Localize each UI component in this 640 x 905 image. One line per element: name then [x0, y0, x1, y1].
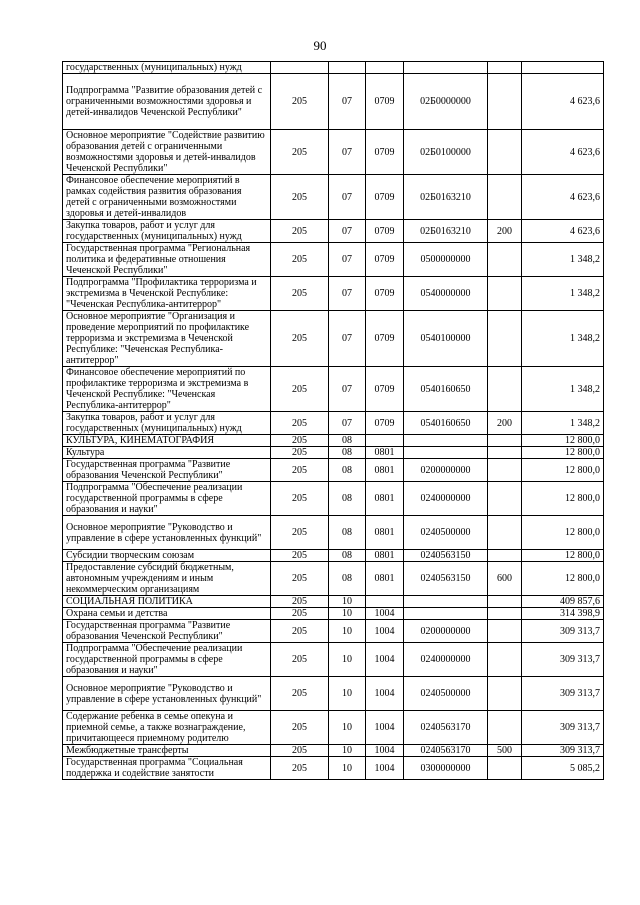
expense-type-code [488, 620, 522, 643]
section-code: 10 [329, 596, 366, 608]
section-code: 08 [329, 459, 366, 482]
table-row [63, 562, 604, 596]
section-code: 08 [329, 447, 366, 459]
target-article-code [404, 62, 488, 74]
table-row [63, 459, 604, 482]
subsection-code: 0709 [366, 311, 404, 367]
section-code: 10 [329, 608, 366, 620]
table-row [63, 516, 604, 550]
target-article-code: 02Б0000000 [404, 74, 488, 130]
row-name: Культура [63, 447, 271, 459]
expense-type-code [488, 482, 522, 516]
row-name: Финансовое обеспечение мероприятий в рамках содействия развития образования детей с ограниченными возможностями здоровья и детей-инвалидов [63, 175, 271, 220]
row-name: Подпрограмма "Развитие образования детей с ограниченными возможностями здоровья и детей-инвалидов Чеченской Республики" [63, 74, 271, 130]
section-code: 08 [329, 435, 366, 447]
amount: 12 800,0 [522, 562, 604, 596]
section-code: 10 [329, 711, 366, 745]
section-code: 10 [329, 677, 366, 711]
row-name: Финансовое обеспечение мероприятий по профилактике терроризма и экстремизма в Чеченской Республике: "Чеченская Республика-антитеррор" [63, 367, 271, 412]
table-row [63, 711, 604, 745]
page-number: 90 [313, 38, 327, 53]
table-row [63, 447, 604, 459]
row-name: Межбюджетные трансферты [63, 745, 271, 757]
table-row [63, 277, 604, 311]
expense-type-code [488, 74, 522, 130]
admin-code: 205 [271, 435, 329, 447]
target-article-code: 0240000000 [404, 482, 488, 516]
row-name: Государственная программа "Региональная политика и федеративные отношения Чеченской Республики" [63, 243, 271, 277]
subsection-code: 1004 [366, 745, 404, 757]
row-name: Государственная программа "Социальная поддержка и содействие занятости [63, 757, 271, 780]
table-row [63, 596, 604, 608]
amount: 309 313,7 [522, 643, 604, 677]
amount: 309 313,7 [522, 620, 604, 643]
table-row [63, 62, 604, 74]
amount: 1 348,2 [522, 367, 604, 412]
table-row [63, 550, 604, 562]
admin-code: 205 [271, 757, 329, 780]
target-article-code [404, 608, 488, 620]
table-row [63, 435, 604, 447]
section-code [329, 62, 366, 74]
expense-type-code [488, 516, 522, 550]
admin-code: 205 [271, 482, 329, 516]
table-row [63, 220, 604, 243]
row-name: Закупка товаров, работ и услуг для государственных (муниципальных) нужд [63, 220, 271, 243]
expense-type-code: 600 [488, 562, 522, 596]
target-article-code: 0240563150 [404, 562, 488, 596]
expense-type-code: 200 [488, 220, 522, 243]
amount: 1 348,2 [522, 311, 604, 367]
admin-code: 205 [271, 459, 329, 482]
subsection-code: 0709 [366, 220, 404, 243]
row-name: Государственная программа "Развитие образования Чеченской Республики" [63, 620, 271, 643]
expense-type-code [488, 311, 522, 367]
target-article-code: 02Б0163210 [404, 220, 488, 243]
amount: 12 800,0 [522, 550, 604, 562]
subsection-code: 1004 [366, 643, 404, 677]
amount: 1 348,2 [522, 277, 604, 311]
subsection-code: 0709 [366, 130, 404, 175]
admin-code: 205 [271, 643, 329, 677]
admin-code: 205 [271, 550, 329, 562]
row-name: Субсидии творческим союзам [63, 550, 271, 562]
expense-type-code [488, 435, 522, 447]
admin-code: 205 [271, 596, 329, 608]
amount: 1 348,2 [522, 412, 604, 435]
section-code: 07 [329, 74, 366, 130]
amount: 4 623,6 [522, 130, 604, 175]
subsection-code: 0709 [366, 243, 404, 277]
target-article-code: 0240500000 [404, 677, 488, 711]
section-code: 07 [329, 175, 366, 220]
table-row [63, 745, 604, 757]
target-article-code: 0200000000 [404, 620, 488, 643]
target-article-code: 0540100000 [404, 311, 488, 367]
section-code: 07 [329, 243, 366, 277]
row-name: Содержание ребенка в семье опекуна и приемной семье, а также вознаграждение, причитающееся приемному родителю [63, 711, 271, 745]
section-code: 08 [329, 516, 366, 550]
expense-type-code [488, 62, 522, 74]
expense-type-code [488, 596, 522, 608]
admin-code: 205 [271, 745, 329, 757]
target-article-code: 0240563170 [404, 711, 488, 745]
amount: 309 313,7 [522, 711, 604, 745]
target-article-code: 02Б0100000 [404, 130, 488, 175]
expense-type-code [488, 711, 522, 745]
subsection-code: 0801 [366, 459, 404, 482]
target-article-code [404, 435, 488, 447]
section-code: 08 [329, 550, 366, 562]
target-article-code: 0240500000 [404, 516, 488, 550]
expense-type-code: 500 [488, 745, 522, 757]
subsection-code: 0709 [366, 175, 404, 220]
expense-type-code [488, 677, 522, 711]
amount: 4 623,6 [522, 175, 604, 220]
target-article-code: 0200000000 [404, 459, 488, 482]
section-code: 07 [329, 220, 366, 243]
table-row [63, 243, 604, 277]
table-row [63, 643, 604, 677]
subsection-code: 0801 [366, 562, 404, 596]
admin-code: 205 [271, 412, 329, 435]
subsection-code: 0801 [366, 447, 404, 459]
table-row [63, 367, 604, 412]
table-row [63, 677, 604, 711]
expense-type-code [488, 447, 522, 459]
row-name: Закупка товаров, работ и услуг для государственных (муниципальных) нужд [63, 412, 271, 435]
amount: 4 623,6 [522, 220, 604, 243]
expense-type-code [488, 277, 522, 311]
expense-type-code [488, 459, 522, 482]
admin-code: 205 [271, 277, 329, 311]
expense-type-code [488, 175, 522, 220]
amount: 1 348,2 [522, 243, 604, 277]
admin-code [271, 62, 329, 74]
subsection-code: 1004 [366, 608, 404, 620]
section-code: 10 [329, 643, 366, 677]
amount: 12 800,0 [522, 482, 604, 516]
section-code: 07 [329, 277, 366, 311]
admin-code: 205 [271, 562, 329, 596]
subsection-code: 0801 [366, 550, 404, 562]
admin-code: 205 [271, 130, 329, 175]
section-code: 07 [329, 367, 366, 412]
subsection-code [366, 435, 404, 447]
amount: 314 398,9 [522, 608, 604, 620]
amount [522, 62, 604, 74]
row-name: Государственная программа "Развитие образования Чеченской Республики" [63, 459, 271, 482]
admin-code: 205 [271, 711, 329, 745]
table-row [63, 412, 604, 435]
expense-type-code [488, 550, 522, 562]
table-row [63, 620, 604, 643]
table-row [63, 175, 604, 220]
expense-type-code [488, 757, 522, 780]
subsection-code: 0709 [366, 367, 404, 412]
admin-code: 205 [271, 516, 329, 550]
target-article-code: 0540160650 [404, 412, 488, 435]
target-article-code: 0500000000 [404, 243, 488, 277]
amount: 12 800,0 [522, 459, 604, 482]
admin-code: 205 [271, 243, 329, 277]
subsection-code [366, 596, 404, 608]
section-code: 10 [329, 620, 366, 643]
row-name: Охрана семьи и детства [63, 608, 271, 620]
row-name: Подпрограмма "Обеспечение реализации государственной программы в сфере образования и науки" [63, 643, 271, 677]
subsection-code: 0709 [366, 277, 404, 311]
expense-type-code [488, 130, 522, 175]
table-row [63, 130, 604, 175]
admin-code: 205 [271, 311, 329, 367]
subsection-code: 1004 [366, 677, 404, 711]
row-name: Основное мероприятие "Организация и проведение мероприятий по профилактике терроризма и экстремизма в Чеченской Республике: "Чеченская Республика-антитеррор" [63, 311, 271, 367]
target-article-code: 0540000000 [404, 277, 488, 311]
target-article-code: 0240000000 [404, 643, 488, 677]
amount: 12 800,0 [522, 447, 604, 459]
admin-code: 205 [271, 447, 329, 459]
table-row [63, 74, 604, 130]
admin-code: 205 [271, 220, 329, 243]
subsection-code: 1004 [366, 620, 404, 643]
section-code: 08 [329, 482, 366, 516]
amount: 12 800,0 [522, 516, 604, 550]
target-article-code [404, 447, 488, 459]
section-code: 10 [329, 745, 366, 757]
section-code: 08 [329, 562, 366, 596]
table-row [63, 608, 604, 620]
amount: 4 623,6 [522, 74, 604, 130]
section-code: 10 [329, 757, 366, 780]
admin-code: 205 [271, 620, 329, 643]
expense-type-code [488, 243, 522, 277]
row-name: Подпрограмма "Профилактика терроризма и экстремизма в Чеченской Республике: "Чеченская Республика-антитеррор" [63, 277, 271, 311]
amount: 309 313,7 [522, 745, 604, 757]
row-name: Основное мероприятие "Руководство и управление в сфере установленных функций" [63, 677, 271, 711]
row-name: КУЛЬТУРА, КИНЕМАТОГРАФИЯ [63, 435, 271, 447]
admin-code: 205 [271, 677, 329, 711]
table-row [63, 757, 604, 780]
target-article-code: 0240563150 [404, 550, 488, 562]
row-name: СОЦИАЛЬНАЯ ПОЛИТИКА [63, 596, 271, 608]
row-name: Основное мероприятие "Содействие развитию образования детей с ограниченными возможностями здоровья и детей-инвалидов Чеченской Республики" [63, 130, 271, 175]
expense-type-code [488, 608, 522, 620]
admin-code: 205 [271, 367, 329, 412]
expense-type-code: 200 [488, 412, 522, 435]
subsection-code [366, 62, 404, 74]
expense-type-code [488, 643, 522, 677]
row-name: Подпрограмма "Обеспечение реализации государственной программы в сфере образования и науки" [63, 482, 271, 516]
expense-type-code [488, 367, 522, 412]
row-name: Основное мероприятие "Руководство и управление в сфере установленных функций" [63, 516, 271, 550]
subsection-code: 1004 [366, 711, 404, 745]
target-article-code [404, 596, 488, 608]
amount: 409 857,6 [522, 596, 604, 608]
subsection-code: 0801 [366, 482, 404, 516]
section-code: 07 [329, 130, 366, 175]
target-article-code: 0300000000 [404, 757, 488, 780]
row-name: государственных (муниципальных) нужд [63, 62, 271, 74]
target-article-code: 0540160650 [404, 367, 488, 412]
target-article-code: 02Б0163210 [404, 175, 488, 220]
amount: 5 085,2 [522, 757, 604, 780]
admin-code: 205 [271, 608, 329, 620]
amount: 309 313,7 [522, 677, 604, 711]
section-code: 07 [329, 311, 366, 367]
table-row [63, 482, 604, 516]
admin-code: 205 [271, 74, 329, 130]
subsection-code: 1004 [366, 757, 404, 780]
table-row [63, 311, 604, 367]
admin-code: 205 [271, 175, 329, 220]
amount: 12 800,0 [522, 435, 604, 447]
section-code: 07 [329, 412, 366, 435]
subsection-code: 0709 [366, 74, 404, 130]
target-article-code: 0240563170 [404, 745, 488, 757]
row-name: Предоставление субсидий бюджетным, автономным учреждениям и иным некоммерческим организациям [63, 562, 271, 596]
subsection-code: 0801 [366, 516, 404, 550]
budget-table [62, 61, 604, 780]
subsection-code: 0709 [366, 412, 404, 435]
